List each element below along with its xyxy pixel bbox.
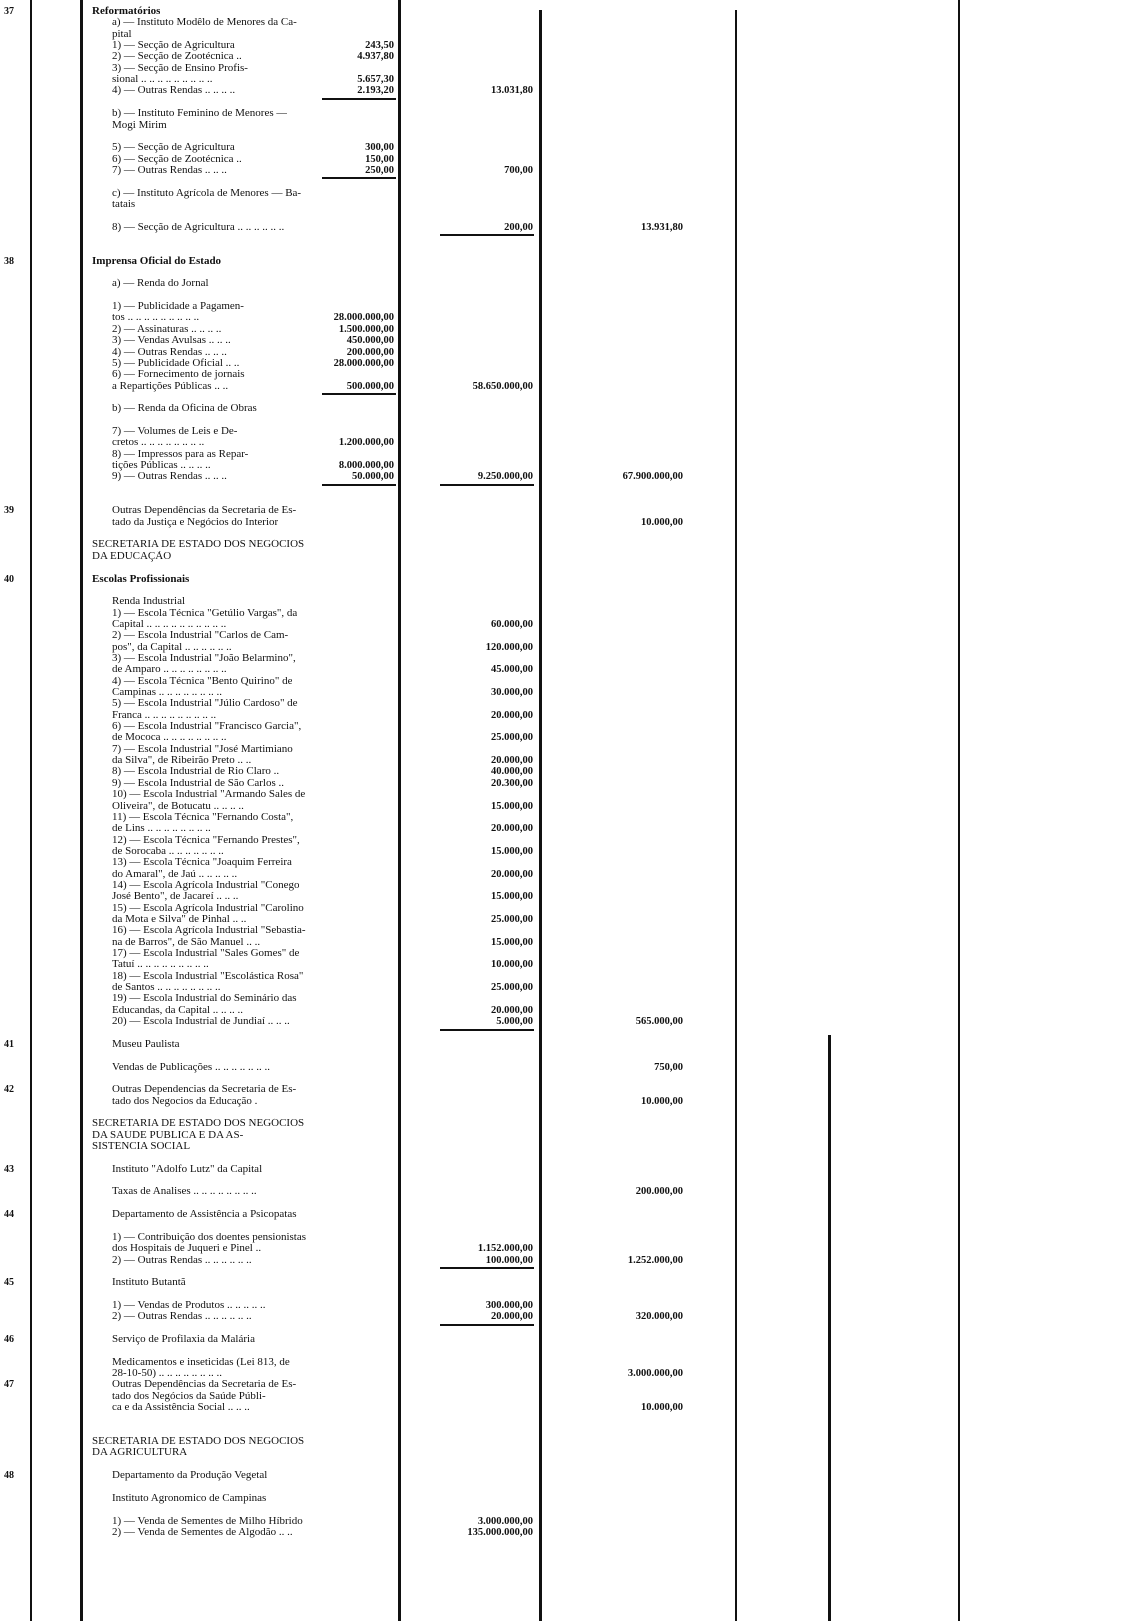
amount-col2: 700,00 xyxy=(504,164,533,176)
entry-text: 14) — Escola Agrícola Industrial "Conego xyxy=(112,879,300,891)
entry-text: 4) — Escola Técnica "Bento Quirino" de xyxy=(112,675,293,687)
entry-text: SECRETARIA DE ESTADO DOS NEGÓCIOS xyxy=(92,1118,305,1130)
entry-text: DA SAÚDE PÚBLICA E DA AS- xyxy=(92,1129,244,1141)
amount-col3: 1.252.000,00 xyxy=(627,1254,683,1266)
entry-text: Educandas, da Capital .. .. .. .. xyxy=(112,1004,244,1016)
entry-text: 1) — Escola Técnica "Getúlio Vargas", da xyxy=(112,607,298,619)
amount-col2: 1.152.000,00 xyxy=(477,1243,533,1255)
amount-col2: 20.000,00 xyxy=(491,709,533,721)
item-number: 41 xyxy=(4,1038,14,1050)
entry-text: Serviço de Profilaxia da Malária xyxy=(112,1333,255,1345)
amount-col2: 9.250.000,00 xyxy=(477,471,533,483)
amount-col3: 320.000,00 xyxy=(635,1311,683,1323)
entry-text: 6) — Secção de Zootécnica .. xyxy=(112,153,242,165)
entry-text: 5) — Secção de Agricultura xyxy=(112,142,235,154)
amount-col1: 1.200.000,00 xyxy=(338,437,394,449)
entry-text: 2) — Outras Rendas .. .. .. .. .. .. xyxy=(112,1254,252,1266)
amount-col2: 200,00 xyxy=(504,221,533,233)
amount-col2: 100.000,00 xyxy=(485,1254,533,1266)
entry-text: Mogi Mirim xyxy=(112,119,167,131)
amount-col3: 10.000,00 xyxy=(641,516,683,528)
amount-col2: 120.000,00 xyxy=(485,641,533,653)
amount-col2: 135.000.000,00 xyxy=(467,1526,533,1538)
entry-text: DA EDUCAÇÃO xyxy=(92,550,172,562)
amount-col2: 15.000,00 xyxy=(491,936,533,948)
entry-text: Museu Paulista xyxy=(112,1038,180,1050)
entry-text: 4) — Outras Rendas .. .. .. .. xyxy=(112,85,236,97)
left-column-rule xyxy=(80,0,83,1621)
amount-col3: 10.000,00 xyxy=(641,1402,683,1414)
item-number: 46 xyxy=(4,1333,14,1345)
amount-col1: 250,00 xyxy=(365,164,394,176)
entry-text: Outras Dependências da Secretaria de Es- xyxy=(112,505,297,517)
entry-text: 7) — Outras Rendas .. .. .. xyxy=(112,164,227,176)
entry-text: 2) — Escola Industrial "Carlos de Cam- xyxy=(112,630,289,642)
entry-text: Departamento de Assistência a Psicopatas xyxy=(112,1209,297,1221)
entry-text: 7) — Escola Industrial "José Martimiano xyxy=(112,743,293,755)
amount-col2: 25.000,00 xyxy=(491,982,533,994)
entry-text: 15) — Escola Agrícola Industrial "Carolino xyxy=(112,902,304,914)
entry-text: pos", da Capital .. .. .. .. .. .. xyxy=(112,641,232,653)
amount-col3: 67.900.000,00 xyxy=(622,471,683,483)
entry-text: DA AGRICULTURA xyxy=(92,1447,188,1459)
entry-text: de Sorocaba .. .. .. .. .. .. .. xyxy=(112,845,224,857)
entry-text: 3) — Secção de Ensino Profis- xyxy=(112,62,248,74)
amount-col2: 13.031,80 xyxy=(491,85,533,97)
subtotal-rule xyxy=(322,484,396,486)
subtotal-rule xyxy=(322,98,396,100)
item-number: 48 xyxy=(4,1470,14,1482)
entry-text: tado dos Negocios da Educação . xyxy=(112,1095,258,1107)
amount-col2: 45.000,00 xyxy=(491,664,533,676)
subtotal-rule xyxy=(440,1267,534,1269)
amount-col3: 10.000,00 xyxy=(641,1095,683,1107)
entry-text: 6) — Fornecimento de jornais xyxy=(112,369,245,381)
amount-col2: 5.000,00 xyxy=(496,1016,533,1028)
amount-col1: 200.000,00 xyxy=(346,346,394,358)
amount-col1: 2.193,20 xyxy=(357,85,394,97)
entry-text: ca e da Assistência Social .. .. .. xyxy=(112,1402,250,1414)
entry-text: SECRETARIA DE ESTADO DOS NEGÓCIOS xyxy=(92,1436,305,1448)
item-number: 39 xyxy=(4,505,14,517)
entry-text: 28-10-50) .. .. .. .. .. .. .. .. xyxy=(112,1368,222,1379)
entry-text: sional .. .. .. .. .. .. .. .. .. xyxy=(112,74,213,86)
entry-text: dos Hospitais de Juqueri e Pinel .. xyxy=(112,1243,262,1255)
amount-col3: 200.000,00 xyxy=(635,1186,683,1198)
entry-text: cretos .. .. .. .. .. .. .. .. xyxy=(112,437,205,449)
entry-text: 9) — Outras Rendas .. .. .. xyxy=(112,471,227,483)
item-number: 37 xyxy=(4,6,14,17)
entry-text: b) — Instituto Feminino de Menores — xyxy=(112,108,288,120)
amount-col2: 300.000,00 xyxy=(485,1299,533,1311)
amount-col2: 3.000.000,00 xyxy=(477,1515,533,1527)
entry-text: Oliveira", de Botucatu .. .. .. .. xyxy=(112,800,244,812)
amount-col2: 20.000,00 xyxy=(491,1311,533,1323)
entry-text: Taxas de Analises .. .. .. .. .. .. .. .. xyxy=(112,1186,257,1198)
entry-text: Renda Industrial xyxy=(112,596,186,608)
item-number: 44 xyxy=(4,1209,14,1221)
entry-text: 17) — Escola Industrial "Sales Gomes" de xyxy=(112,948,300,960)
entry-text: 2) — Outras Rendas .. .. .. .. .. .. xyxy=(112,1311,252,1323)
item-number: 40 xyxy=(4,573,14,585)
entry-text: tos .. .. .. .. .. .. .. .. .. xyxy=(112,312,200,324)
entry-text: 6) — Escola Industrial "Francisco Garcia", xyxy=(112,721,302,733)
amount-col2: 15.000,00 xyxy=(491,891,533,903)
amount-col1: 28.000.000,00 xyxy=(333,312,394,324)
amount-col2: 20.000,00 xyxy=(491,823,533,835)
entry-text: da Silva", de Ribeirão Preto .. .. xyxy=(112,755,252,767)
margin-rule xyxy=(30,0,32,1621)
amount-col1: 5.657,30 xyxy=(357,74,394,86)
entry-text: pital xyxy=(112,28,132,40)
amount-col3: 565.000,00 xyxy=(635,1016,683,1028)
entry-text: Outras Dependências da Secretaria de Es- xyxy=(112,1379,297,1391)
entry-text: José Bento", de Jacareí .. .. .. xyxy=(112,891,239,903)
entry-text: Imprensa Oficial do Estado xyxy=(92,255,222,267)
entry-text: 1) — Contribuição dos doentes pensionistas xyxy=(112,1231,307,1243)
entry-text: Franca .. .. .. .. .. .. .. .. .. xyxy=(112,709,217,721)
entry-text: Tatuí .. .. .. .. .. .. .. .. .. xyxy=(112,959,209,971)
amount-col2: 15.000,00 xyxy=(491,800,533,812)
entry-text: Departamento da Produção Vegetal xyxy=(112,1470,268,1482)
entry-text: 12) — Escola Técnica "Fernando Prestes", xyxy=(112,834,300,846)
text-column-rule xyxy=(398,0,401,1621)
amount-col2: 60.000,00 xyxy=(491,618,533,630)
entry-text: a Repartições Públicas .. .. xyxy=(112,380,229,392)
subtotal-rule xyxy=(440,1324,534,1326)
amount-column-rule-2 xyxy=(735,10,737,1621)
entry-text: Instituto "Adolfo Lutz" da Capital xyxy=(112,1163,263,1175)
subtotal-rule xyxy=(440,234,534,236)
amount-col1: 28.000.000,00 xyxy=(333,357,394,369)
entry-text: Instituto Butantã xyxy=(112,1277,186,1289)
entry-text: 8) — Secção de Agricultura .. .. .. .. .. .. xyxy=(112,221,285,233)
entry-text: SECRETARIA DE ESTADO DOS NEGÓCIOS xyxy=(92,539,305,551)
amount-col2: 25.000,00 xyxy=(491,732,533,744)
entry-text: 1) — Vendas de Produtos .. .. .. .. .. xyxy=(112,1299,266,1311)
entry-text: 18) — Escola Industrial "Escolástica Rosa" xyxy=(112,970,304,982)
item-number: 43 xyxy=(4,1163,14,1175)
entry-text: Campinas .. .. .. .. .. .. .. .. xyxy=(112,687,222,698)
amount-column-rule-3 xyxy=(828,1035,831,1621)
subtotal-rule xyxy=(322,393,396,395)
entry-text: de Lins .. .. .. .. .. .. .. .. xyxy=(112,823,211,835)
entry-text: 4) — Outras Rendas .. .. .. xyxy=(112,346,227,358)
amount-col2: 20.000,00 xyxy=(491,755,533,767)
entry-text: 2) — Venda de Sementes de Algodão .. .. xyxy=(112,1526,293,1538)
entry-text: 8) — Escola Industrial de Rio Claro .. xyxy=(112,766,280,778)
amount-col1: 1.500.000,00 xyxy=(338,323,394,335)
amount-col1: 8.000.000,00 xyxy=(338,460,394,471)
amount-col1: 150,00 xyxy=(365,153,394,165)
entry-text: Medicamentos e inseticidas (Lei 813, de xyxy=(112,1356,290,1368)
entry-text: 2) — Secção de Zootécnica .. xyxy=(112,51,242,63)
entry-text: Outras Dependencias da Secretaria de Es- xyxy=(112,1084,297,1096)
amount-col2: 15.000,00 xyxy=(491,845,533,857)
amount-column-rule-1 xyxy=(539,10,542,1621)
amount-col2: 58.650.000,00 xyxy=(472,380,533,392)
entry-text: Reformatórios xyxy=(92,6,161,17)
entry-text: tado dos Negócios da Saúde Públi- xyxy=(112,1390,266,1402)
amount-col2: 40.000,00 xyxy=(491,766,533,778)
entry-text: 5) — Escola Industrial "Júlio Cardoso" de xyxy=(112,698,298,710)
entry-text: 20) — Escola Industrial de Jundiaí .. .. .. xyxy=(112,1016,290,1028)
subtotal-rule xyxy=(440,1029,534,1031)
entry-text: 3) — Escola Industrial "João Belarmino", xyxy=(112,652,296,664)
entry-text: tado da Justiça e Negócios do Interior xyxy=(112,516,279,528)
entry-text: 10) — Escola Industrial "Armando Sales de xyxy=(112,789,306,801)
entry-text: 19) — Escola Industrial do Seminário das xyxy=(112,993,297,1005)
subtotal-rule xyxy=(322,177,396,179)
entry-text: Vendas de Publicações .. .. .. .. .. .. .. xyxy=(112,1061,270,1073)
entry-text: Instituto Agronomico de Campinas xyxy=(112,1492,267,1504)
amount-col2: 30.000,00 xyxy=(491,687,533,698)
item-number: 47 xyxy=(4,1379,14,1391)
entry-text: Capital .. .. .. .. .. .. .. .. .. .. xyxy=(112,618,227,630)
entry-text: 11) — Escola Técnica "Fernando Costa", xyxy=(112,811,294,823)
entry-text: c) — Instituto Agrícola de Menores — Ba- xyxy=(112,187,302,199)
entry-text: a) — Renda do Jornal xyxy=(112,278,209,290)
entry-text: 5) — Publicidade Oficial .. .. xyxy=(112,357,240,369)
entry-text: SISTENCIA SOCIAL xyxy=(92,1141,191,1152)
item-number: 38 xyxy=(4,255,14,267)
amount-col2: 10.000,00 xyxy=(491,959,533,971)
entry-text: b) — Renda da Oficina de Obras xyxy=(112,403,257,415)
amount-col2: 20.000,00 xyxy=(491,1004,533,1016)
right-margin-rule xyxy=(958,0,960,1621)
amount-col1: 50.000,00 xyxy=(352,471,394,483)
amount-col3: 13.931,80 xyxy=(641,221,683,233)
amount-col1: 450.000,00 xyxy=(346,335,394,347)
entry-text: na de Barros", de São Manuel .. .. xyxy=(112,936,261,948)
amount-col2: 20.000,00 xyxy=(491,868,533,880)
entry-text: 8) — Impressos para as Repar- xyxy=(112,448,249,460)
entry-text: a) — Instituto Modêlo de Menores da Ca- xyxy=(112,17,297,29)
amount-col1: 500.000,00 xyxy=(346,380,394,392)
entry-text: 1) — Venda de Sementes de Milho Híbrido xyxy=(112,1515,303,1527)
entry-text: 9) — Escola Industrial de São Carlos .. xyxy=(112,777,284,789)
entry-text: de Santos .. .. .. .. .. .. .. .. xyxy=(112,982,221,994)
amount-col2: 25.000,00 xyxy=(491,914,533,925)
entry-text: 13) — Escola Técnica "Joaquim Ferreira xyxy=(112,857,292,869)
entry-text: de Mococa .. .. .. .. .. .. .. .. xyxy=(112,732,227,744)
item-number: 42 xyxy=(4,1084,14,1096)
entry-text: 16) — Escola Agrícola Industrial "Sebastia- xyxy=(112,925,306,937)
entry-text: 3) — Vendas Avulsas .. .. .. xyxy=(112,335,231,347)
subtotal-rule xyxy=(440,484,534,486)
entry-text: 1) — Publicidade a Pagamen- xyxy=(112,301,244,313)
entry-text: Escolas Profissionais xyxy=(92,573,190,585)
entry-text: tatais xyxy=(112,198,136,210)
amount-col1: 300,00 xyxy=(365,142,394,154)
amount-col1: 243,50 xyxy=(365,40,394,52)
entry-text: 1) — Secção de Agricultura xyxy=(112,40,235,52)
entry-text: do Amaral", de Jaú .. .. .. .. .. xyxy=(112,868,238,880)
amount-col3: 750,00 xyxy=(654,1061,683,1073)
amount-col1: 4.937,80 xyxy=(357,51,394,63)
entry-text: tições Públicas .. .. .. .. xyxy=(112,460,211,471)
entry-text: 7) — Volumes de Leis e De- xyxy=(112,425,238,437)
amount-col2: 20.300,00 xyxy=(491,777,533,789)
item-number: 45 xyxy=(4,1277,14,1289)
amount-col3: 3.000.000,00 xyxy=(627,1368,683,1379)
entry-text: 2) — Assinaturas .. .. .. .. xyxy=(112,323,222,335)
entry-text: de Amparo .. .. .. .. .. .. .. .. xyxy=(112,664,227,676)
entry-text: da Mota e Silva" de Pinhal .. .. xyxy=(112,914,247,925)
